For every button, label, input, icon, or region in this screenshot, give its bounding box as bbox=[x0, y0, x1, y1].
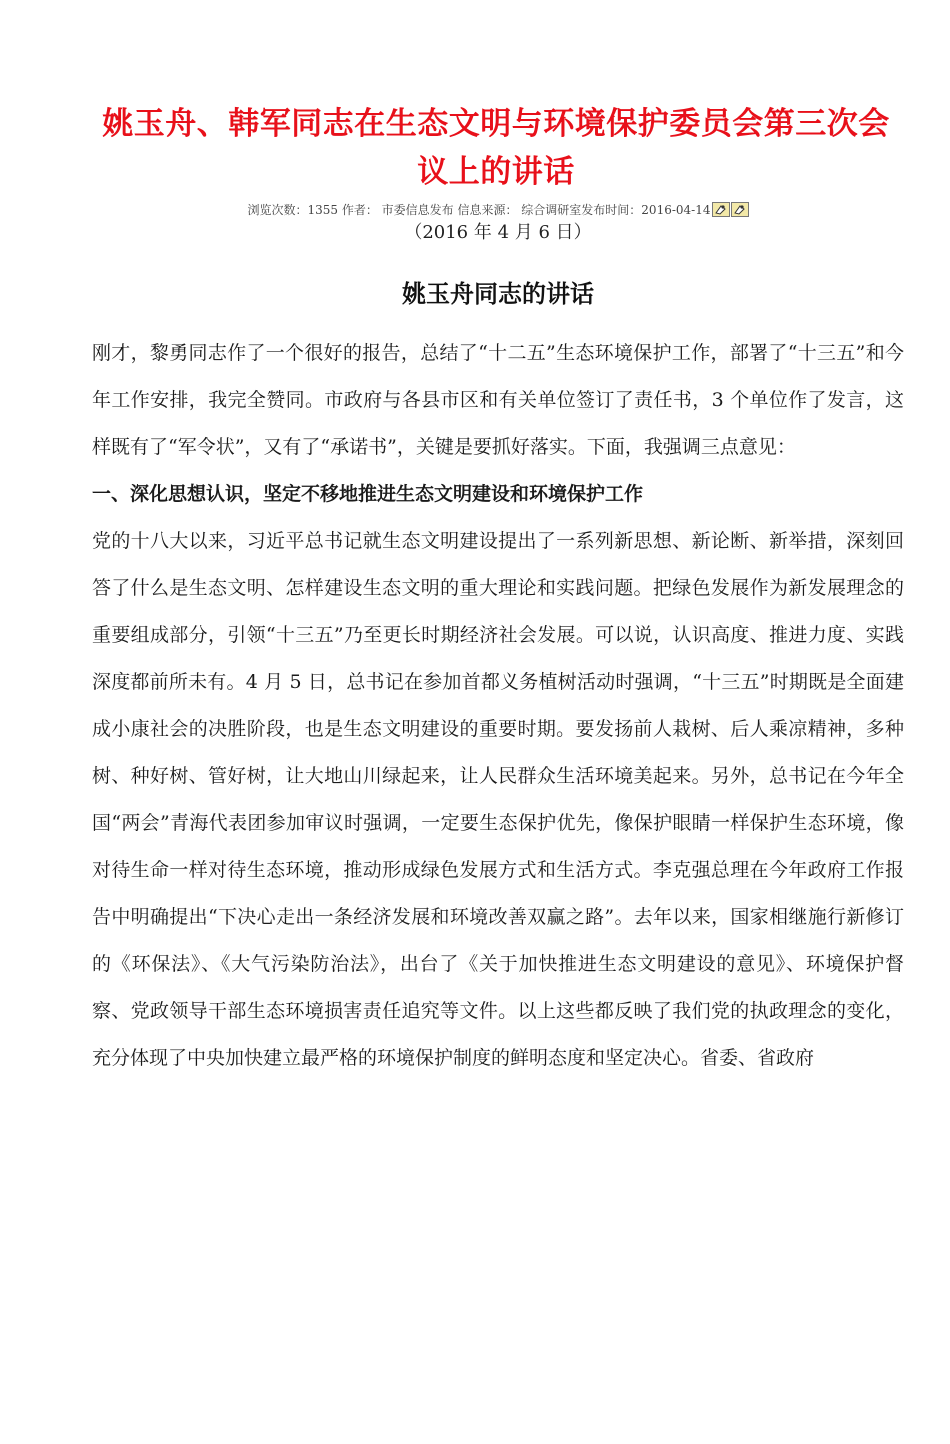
print-icon[interactable] bbox=[712, 202, 730, 217]
article-meta bbox=[92, 202, 904, 218]
section-heading: 一、深化思想认识，坚定不移地推进生态文明建设和环境保护工作 bbox=[92, 483, 644, 505]
intro-paragraph: 刚才，黎勇同志作了一个很好的报告，总结了“十二五”生态环境保护工作，部署了“十三五”和今年工作安排，我完全赞同。市政府与各县市区和有关单位签订了责任书，3 个单位作了发言，这样既有了“军令状”，又有了“承诺书”，关键是要抓好落实。下面，我强调三点意见： bbox=[92, 342, 904, 458]
document-page bbox=[0, 100, 950, 1444]
speech-heading: 姚玉舟同志的讲话 bbox=[402, 280, 594, 308]
speech-date: （2016 年 4 月 6 日） bbox=[404, 222, 592, 243]
document-title: 姚玉舟、韩军同志在生态文明与环境保护委员会第三次会议上的讲话 bbox=[102, 106, 890, 190]
meta-text: 浏览次数：1355 作者： 市委信息发布 信息来源： 综合调研室发布时间：2016-04-14 bbox=[247, 203, 711, 217]
body-paragraph: 党的十八大以来，习近平总书记就生态文明建设提出了一系列新思想、新论断、新举措，深刻回答了什么是生态文明、怎样建设生态文明的重大理论和实践问题。把绿色发展作为新发展理念的重要组成部分，引领“十三五”乃至更长时期经济社会发展。可以说，认识高度、推进力度、实践深度都前所未有。4 月 5 日，总书记在参加首都义务植树活动时强调，“十三五”时期既是全面建成小康社会的决胜阶段，也是生态文明建设的重要时期。要发扬前人栽树、后人乘凉精神，多种树、种好树、管好树，让大地山川绿起来，让人民群众生活环境美起来。另外，总书记在今年全国“两会”青海代表团参加审议时强调，一定要生态保护优先，像保护眼睛一样保护生态环境，像对待生命一样对待生态环境，推动形成绿色发展方式和生活方式。李克强总理在今年政府工作报告中明确提出“下决心走出一条经济发展和环境改善双赢之路”。去年以来，国家相继施行新修订的《环保法》、《大气污染防治法》，出台了《关于加快推进生态文明建设的意见》、环境保护督察、党政领导干部生态环境损害责任追究等文件。以上这些都反映了我们党的执政理念的变化，充分体现了中央加快建立最严格的环境保护制度的鲜明态度和坚定决心。省委、省政府 bbox=[92, 530, 904, 1069]
close-window-icon[interactable] bbox=[731, 202, 749, 217]
